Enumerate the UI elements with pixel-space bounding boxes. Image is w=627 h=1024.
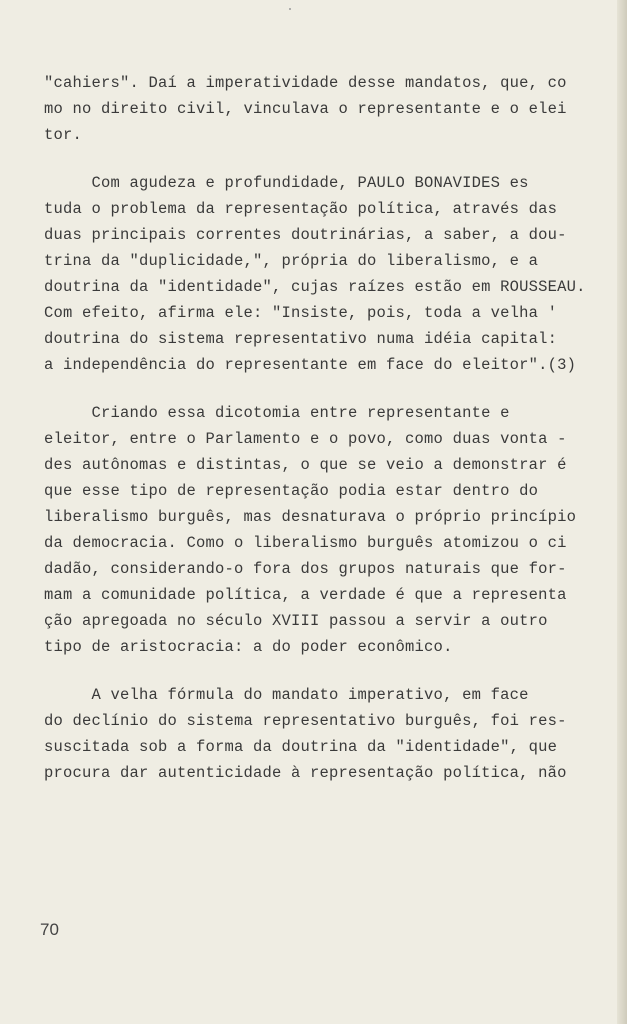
text-line: "cahiers". Daí a imperatividade desse mandatos, que, co — [44, 74, 567, 92]
text-line: Com efeito, afirma ele: "Insiste, pois, toda a velha ' — [44, 304, 558, 322]
page-body — [44, 70, 614, 808]
paper-speck — [289, 8, 291, 10]
text-line: eleitor, entre o Parlamento e o povo, como duas vonta - — [44, 430, 567, 448]
text-line: mam a comunidade política, a verdade é que a representa — [44, 586, 567, 604]
text-line: doutrina do sistema representativo numa idéia capital: — [44, 330, 558, 348]
text-line: mo no direito civil, vinculava o representante e o elei — [44, 100, 567, 118]
text-line: Criando essa dicotomia entre representante e — [44, 404, 510, 422]
text-line: tuda o problema da representação política, através das — [44, 200, 558, 218]
text-line: dadão, considerando-o fora dos grupos naturais que for- — [44, 560, 567, 578]
page-number: 70 — [40, 920, 59, 939]
text-line: liberalismo burguês, mas desnaturava o próprio princípio — [44, 508, 577, 526]
text-line: des autônomas e distintas, o que se veio a demonstrar é — [44, 456, 567, 474]
paragraph-2 — [44, 170, 614, 378]
text-line: que esse tipo de representação podia estar dentro do — [44, 482, 539, 500]
text-line: procura dar autenticidade à representação política, não — [44, 764, 567, 782]
text-line: doutrina da "identidade", cujas raízes estão em ROUSSEAU. — [44, 278, 586, 296]
paragraph-4 — [44, 682, 614, 786]
text-line: a independência do representante em face do eleitor".(3) — [44, 356, 577, 374]
paragraph-3 — [44, 400, 614, 660]
text-line: Com agudeza e profundidade, PAULO BONAVIDES es — [44, 174, 529, 192]
page-edge-shadow — [617, 0, 627, 1024]
text-line: tipo de aristocracia: a do poder econômico. — [44, 638, 453, 656]
text-line: da democracia. Como o liberalismo burguês atomizou o ci — [44, 534, 567, 552]
paragraph-1 — [44, 70, 614, 148]
text-line: trina da "duplicidade,", própria do liberalismo, e a — [44, 252, 539, 270]
text-line: tor. — [44, 126, 83, 144]
text-line: suscitada sob a forma da doutrina da "identidade", que — [44, 738, 558, 756]
text-line: do declínio do sistema representativo burguês, foi res- — [44, 712, 567, 730]
text-line: ção apregoada no século XVIII passou a servir a outro — [44, 612, 548, 630]
text-line: A velha fórmula do mandato imperativo, em face — [44, 686, 529, 704]
text-line: duas principais correntes doutrinárias, a saber, a dou- — [44, 226, 567, 244]
